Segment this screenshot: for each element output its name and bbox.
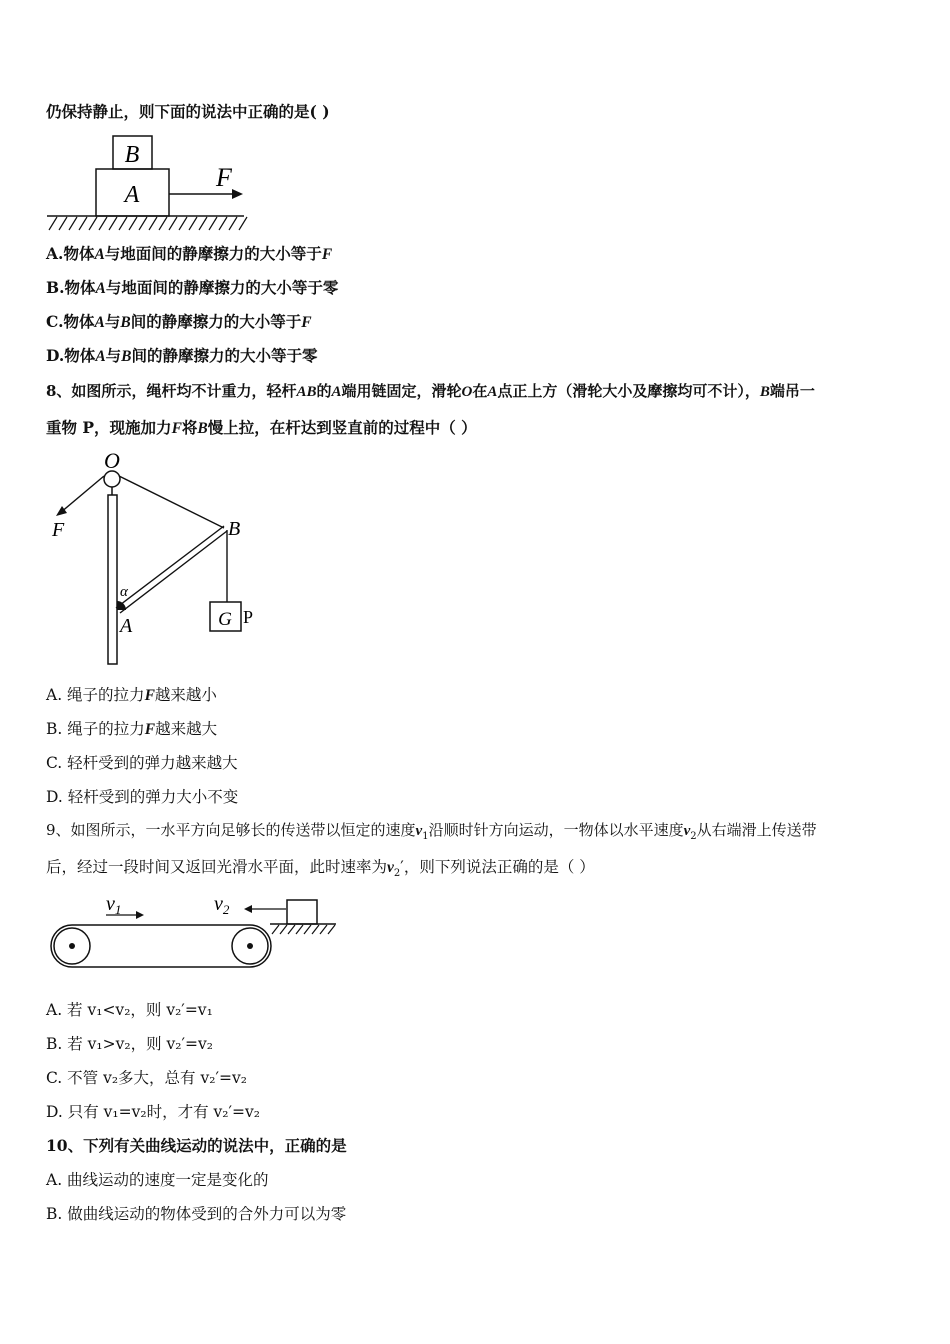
q7-option-b: B.物体A与地面间的静摩擦力的大小等于零 [46, 278, 339, 297]
conveyor-belt [51, 925, 271, 967]
q9-stem-line1: 9、如图所示，一水平方向足够长的传送带以恒定的速度$v_1$沿顺时针方向运动，一物体以水平速度$v_2$从右端滑上传送带 [46, 821, 817, 842]
rope-force [60, 476, 104, 513]
label-point-a: A [120, 615, 133, 637]
q9-option-c: C. 不管 v₂多大，总有 v₂′=v₂ [46, 1069, 247, 1087]
q8-figure-pulley [44, 446, 284, 670]
label-force-f: F [216, 163, 232, 192]
q7-stem-tail: 仍保持静止，则下面的说法中正确的是( ) [46, 102, 330, 121]
force-arrow-head [232, 189, 243, 199]
q8-stem-line2: 重物 P，现施加力F将B慢上拉，在杆达到竖直前的过程中（ ） [46, 418, 477, 437]
q8-option-c: C. 轻杆受到的弹力越来越大 [46, 754, 238, 772]
q10-option-b: B. 做曲线运动的物体受到的合外力可以为零 [46, 1205, 347, 1223]
q8-option-d: D. 轻杆受到的弹力大小不变 [46, 788, 239, 806]
q10-stem: 10、下列有关曲线运动的说法中，正确的是 [46, 1136, 347, 1155]
label-point-b: B [228, 518, 241, 540]
q8-option-a: A. 绳子的拉力F越来越小 [46, 686, 217, 704]
q9-option-b: B. 若 v₁>v₂，则 v₂′=v₂ [46, 1035, 213, 1053]
q10-option-a: A. 曲线运动的速度一定是变化的 [46, 1171, 269, 1189]
left-roller-axle [69, 943, 75, 949]
q7-option-c: C.物体A与B间的静摩擦力的大小等于F [46, 312, 312, 331]
force-arrow-head [56, 506, 67, 516]
label-pulley-o: O [104, 448, 120, 473]
label-angle-alpha: α [120, 584, 128, 600]
q9-option-a: A. 若 v₁<v₂，则 v₂′=v₁ [46, 1001, 213, 1019]
rod-ab-edge-1 [116, 526, 224, 608]
rod-ab-edge-2 [120, 531, 227, 613]
v2-arrow-head [244, 905, 252, 913]
q7-figure-blocks [44, 134, 254, 234]
q9-figure-conveyor [48, 888, 348, 972]
platform-hatch [272, 925, 335, 934]
vertical-pole [108, 495, 117, 664]
rope-ob [119, 476, 224, 528]
label-v2: $v_2$ [214, 893, 230, 917]
label-block-b: B [124, 142, 140, 168]
label-weight-g: G [218, 609, 232, 630]
pulley-wheel [104, 471, 120, 487]
q8-option-b: B. 绳子的拉力F越来越大 [46, 720, 218, 738]
q7-option-d: D.物体A与B间的静摩擦力的大小等于零 [46, 346, 318, 365]
q7-option-a: A.物体A与地面间的静摩擦力的大小等于F [46, 244, 333, 263]
hinge-a [117, 601, 126, 610]
q9-stem-line2: 后，经过一段时间又返回光滑水平面，此时速率为$v_2'$，则下列说法正确的是（ ） [46, 858, 595, 880]
label-weight-p: P [243, 607, 254, 627]
q9-option-d: D. 只有 v₁=v₂时，才有 v₂′=v₂ [46, 1103, 260, 1121]
ground-hatch [49, 217, 247, 230]
sliding-block [287, 900, 317, 924]
q8-stem-line1: 8、如图所示，绳杆均不计重力，轻杆AB的A端用链固定，滑轮O在A点正上方（滑轮大小及摩擦均可不计），B端吊一 [46, 382, 815, 400]
label-block-a: A [124, 182, 140, 208]
v1-arrow-head [136, 911, 144, 919]
label-v1: $v_1$ [106, 893, 122, 917]
label-force-f: F [52, 519, 65, 541]
right-roller-axle [247, 943, 253, 949]
